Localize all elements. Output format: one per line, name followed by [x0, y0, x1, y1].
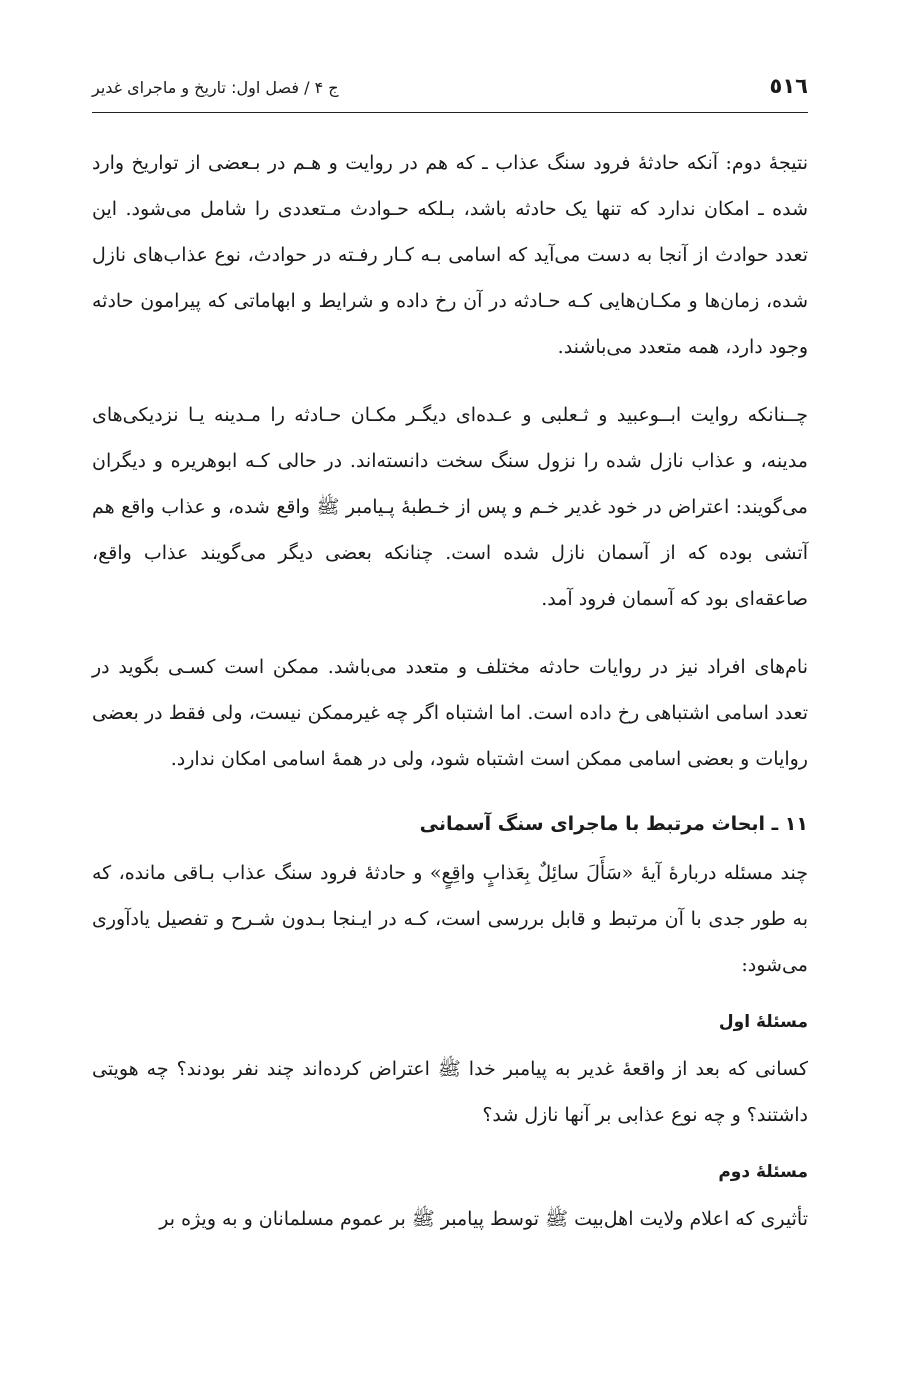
- section-heading: ۱۱ ـ ابحاث مرتبط با ماجرای سنگ آسمانی: [419, 813, 808, 835]
- running-title: ج ۴ / فصل اول: تاریخ و ماجرای غدیر: [92, 78, 339, 97]
- issue-two-text: تأثیری که اعلام ولایت اهل‌بیت ﷺ توسط پیامبر ﷺ بر عموم مسلمانان و به ویژه بر: [159, 1208, 808, 1230]
- book-page: [92, 0, 808, 1390]
- paragraph-result-two: نتیجهٔ دوم: آنکه حادثهٔ فرود سنگ عذاب ـ که هم در روایت و هـم در بـعضی از تواریخ وارد شده ـ امکان ندارد که تنها یک حادثه باشد، بـلکه حـوادث مـتعددی را شامل می‌شود. این تعدد حوادث از آنجا به دست می‌آید که اسامی بـه کـار رفـته در حوادث، نوع عذاب‌های نازل شده، زمان‌ها و مکـان‌هایی کـه حـادثه در آن رخ داده و شرایط و ابهاماتی که پیرامون حادثه وجود دارد، همه متعدد می‌باشند.: [92, 152, 808, 358]
- paragraph-locations: چــنانکه روایت ابــوعبید و ثـعلبی و عـده‌ای دیگـر مکـان حـادثه را مـدینه یـا نزدیکی‌های مدینه، و عذاب نازل شده را نزول سنگ سخت دانسته‌اند. در حالی کـه ابوهریره و دیگران می‌گویند: اعتراض در خود غدیر خـم و پس از خـطبهٔ پـیامبر ﷺ واقع شده، و عذاب واقع هم آتشی بوده که از آسمان نازل شده است. چنانکه بعضی دیگر می‌گویند عذاب واقع، صاعقه‌ای بود که آسمان فرود آمد.: [92, 404, 808, 610]
- issue-one-text: کسانی که بعد از واقعهٔ غدیر به پیامبر خدا ﷺ اعتراض کرده‌اند چند نفر بودند؟ چه هویتی داشتند؟ و چه نوع عذابی بر آنها نازل شد؟: [92, 1058, 808, 1126]
- issue-two-heading: مسئلهٔ دوم: [718, 1162, 808, 1182]
- section-intro: چند مسئله دربارهٔ آیهٔ «سَأَلَ سائِلٌ بِعَذابٍ واقِعٍ» و حادثهٔ فرود سنگ عذاب بـاقی مانده، که به طور جدی با آن مرتبط و قابل بررسی است، کـه در ایـنجا بـدون شـرح و تفصیل یادآوری می‌شود:: [92, 862, 808, 976]
- page-header: [92, 72, 808, 113]
- paragraph-names: نام‌های افراد نیز در روایات حادثه مختلف و متعدد می‌باشد. ممکن است کسـی بگوید در تعدد اسامی اشتباهی رخ داده است. اما اشتباه اگر چه غیرممکن نیست، ولی فقط در بعضی روایات و بعضی اسامی ممکن است اشتباه شود، ولی در همهٔ اسامی امکان ندارد.: [92, 656, 808, 770]
- page-number: ٥١٦: [769, 74, 808, 98]
- issue-one-heading: مسئلهٔ اول: [718, 1012, 808, 1032]
- page-body: [92, 140, 808, 1256]
